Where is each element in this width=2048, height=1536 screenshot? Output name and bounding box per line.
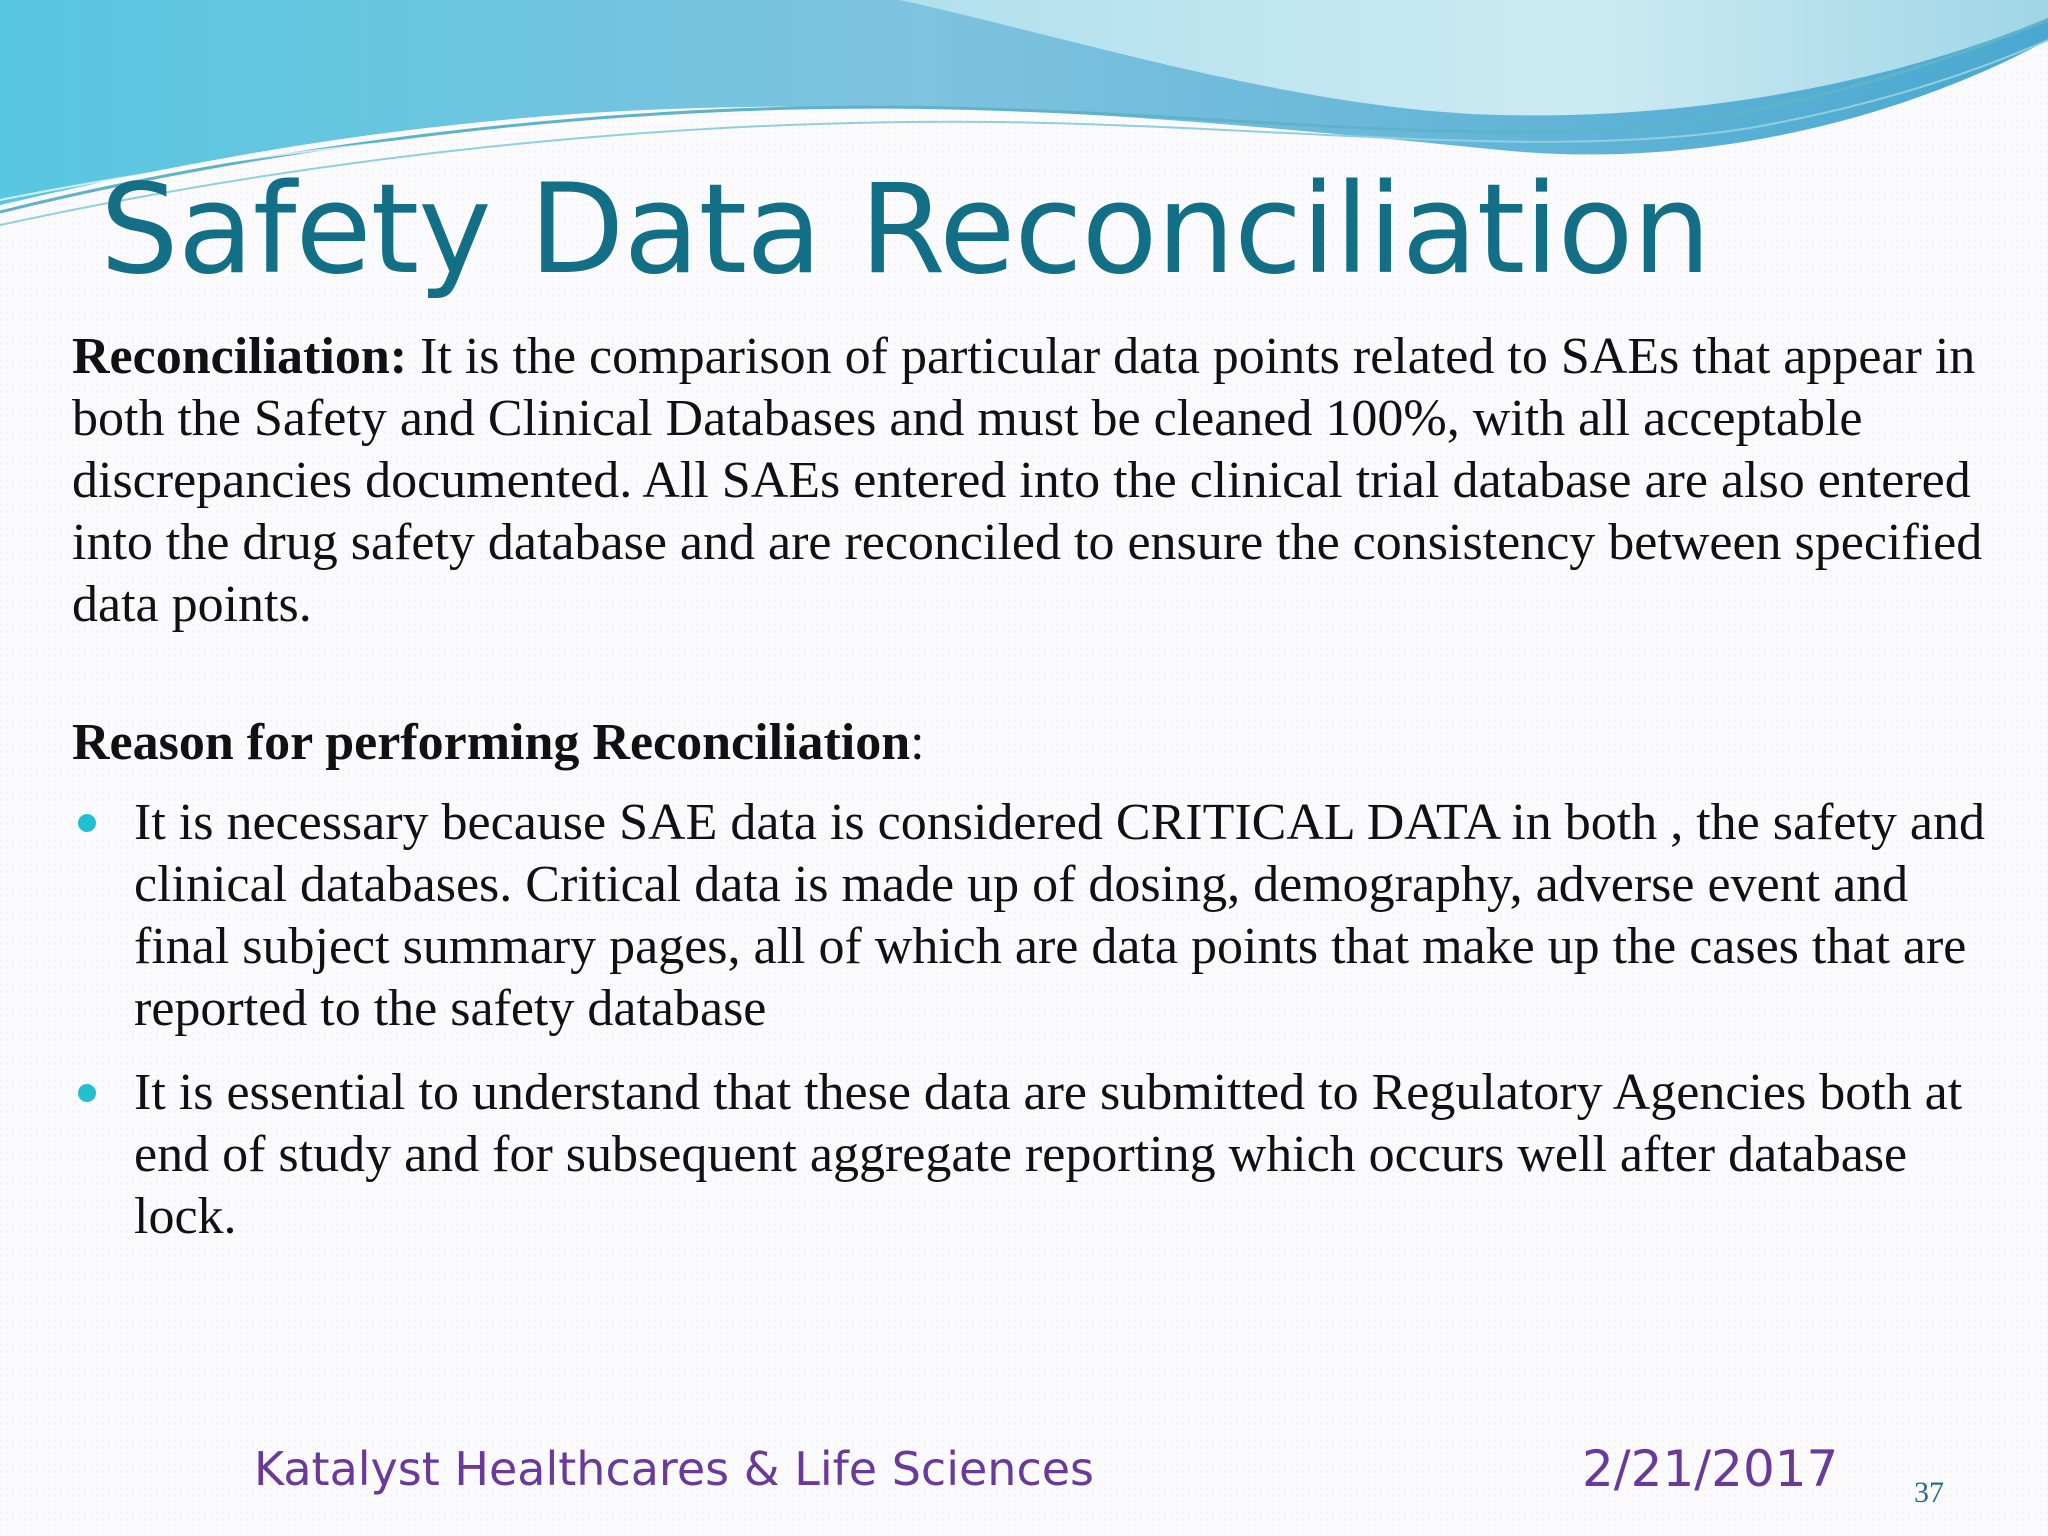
list-item [72, 1062, 1992, 1248]
slide-body [72, 326, 1992, 1270]
bullet-icon [78, 814, 96, 832]
definition-term: Reconciliation: [72, 328, 408, 385]
reason-bullet-list [72, 792, 1992, 1248]
footer-organization: Katalyst Healthcares & Life Sciences [254, 1442, 1095, 1496]
bullet-text: It is necessary because SAE data is considered CRITICAL DATA in both , the safety and clinical databases. Critical data is made up of dosing, demography, adverse event and final subject summary pages, all of which are data points that make up the cases that are reported to the safety database [134, 794, 1986, 1037]
page-number: 37 [1914, 1476, 1944, 1509]
reason-heading: Reason for performing Reconciliation [72, 714, 911, 771]
slide-title: Safety Data Reconciliation [100, 158, 1711, 302]
bullet-text: It is essential to understand that these data are submitted to Regulatory Agencies both at end of study and for subsequent aggregate reporting which occurs well after database lock. [134, 1064, 1963, 1245]
reason-heading-line [72, 712, 1992, 774]
definition-text: It is the comparison of particular data points related to SAEs that appear in both the Safety and Clinical Databases and must be cleaned 100%, with all acceptable discrepancies documented. All SAEs entered into the clinical trial database are also entered into the drug safety database and are reconciled to ensure the consistency between specified data points. [72, 328, 1983, 633]
definition-paragraph [72, 326, 1992, 636]
footer-date: 2/21/2017 [1582, 1440, 1839, 1498]
reason-colon: : [910, 714, 925, 771]
bullet-icon [78, 1084, 96, 1102]
list-item [72, 792, 1992, 1040]
